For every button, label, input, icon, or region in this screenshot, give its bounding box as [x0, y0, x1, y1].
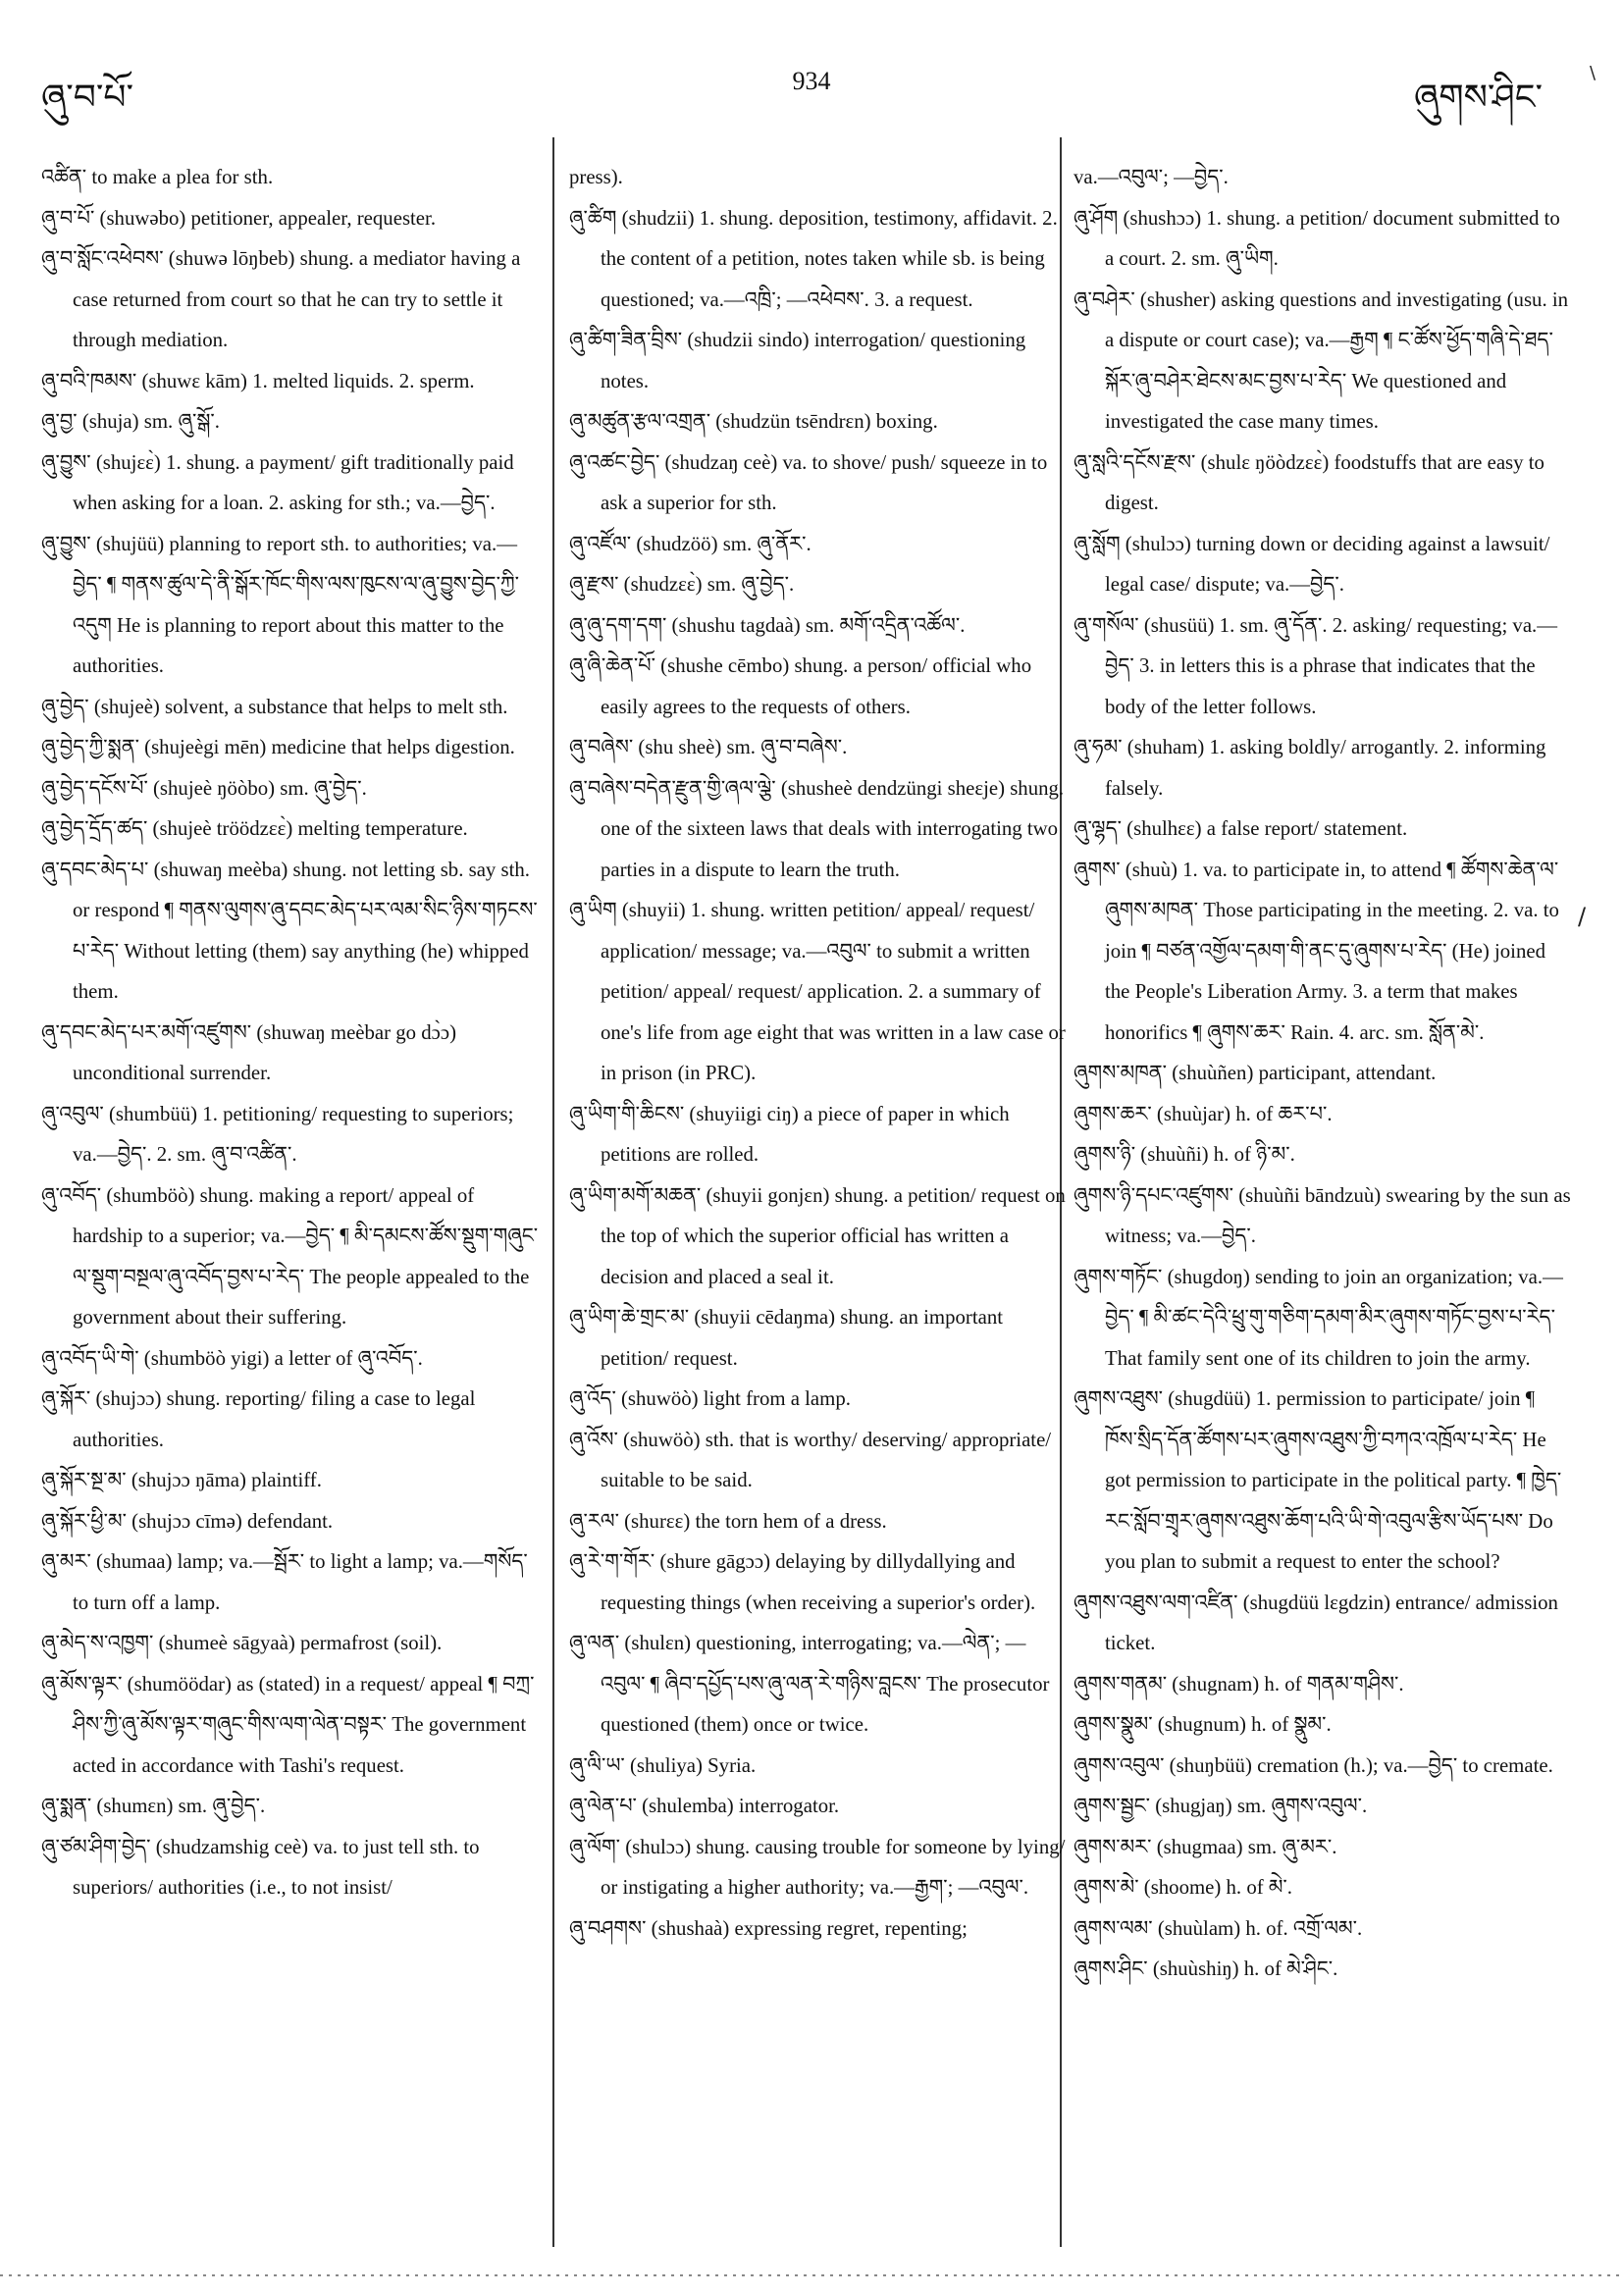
running-head-left: ཞུ་བ་པོ་	[41, 78, 134, 118]
dictionary-entry: ཞུ་ཧམ་ (shuham) 1. asking boldly/ arrogantly. 2. informing falsely.	[1073, 736, 1546, 800]
dictionary-entry: ཞུ་ལན་ (shulɛn) questioning, interrogating; va.—ལེན་; —འབུལ་ ¶ ཞིབ་དཔྱོད་པས་ཞུ་ལན་རེ་གཉིས་བླངས་ The prosecutor questioned (them) once or twice.	[569, 1632, 1050, 1736]
dictionary-entry: ཞུ་མར་ (shumaa) lamp; va.—སྦོར་ to light a lamp; va.—གསོད་ to turn off a lamp.	[41, 1550, 528, 1614]
dictionary-entry: ཞུ་སྐོར་ (shujɔɔ) shung. reporting/ filing a case to legal authorities.	[41, 1387, 476, 1451]
dictionary-entry: ཞུགས་གནམ་ (shugnam) h. of གནམ་གཤིས་.	[1073, 1672, 1404, 1696]
dictionary-entry: ཞུ་འབོད་ཡི་གེ་ (shumböò yigi) a letter of ཞུ་འབོད་.	[41, 1346, 423, 1370]
dictionary-entry: ཞུ་དབང་མེད་པ་ (shuwaŋ meèba) shung. not letting sb. say sth. or respond ¶ གནས་ལུགས་ཞུ་དབང་མེད་པར་ལམ་སིང་ཉིས་གཏངས་པ་རེད་ Without letting (them) say anything (he) whipped them.	[41, 858, 538, 1003]
dictionary-column-2	[569, 157, 1068, 2237]
dictionary-entry: ཞུ་བཤགས་ (shushaà) expressing regret, repenting;	[569, 1916, 968, 1940]
dictionary-entry: ཞུ་འོས་ (shuwöò) sth. that is worthy/ deserving/ appropriate/ suitable to be said.	[569, 1428, 1052, 1491]
dictionary-entry: ཞུ་བའི་ཁམས་ (shuwɛ kām) 1. melted liquids. 2. sperm.	[41, 369, 475, 392]
dictionary-entry: ཞུ་མཚུན་རྩལ་འགྲན་ (shudzün tsēndrɛn) boxing.	[569, 410, 938, 433]
dictionary-entry: ཞུགས་མཁན་ (shuùñen) participant, attendant.	[1073, 1062, 1437, 1084]
dictionary-entry: ཞུགས་ (shuù) 1. va. to participate in, to attend ¶ ཚོགས་ཆེན་ལ་ཞུགས་མཁན་ Those participating in the meeting. 2. va. to join ¶ བཙན་འགྱོལ་དམག་གི་ནང་དུ་ཞུགས་པ་རེད་ (He) joined the People's Liberation Army. 3. a term that makes honorifics ¶ ཞུགས་ཆར་ Rain. 4. arc. sm. སློན་མེ་.	[1073, 858, 1559, 1044]
dictionary-entry: ཞུ་ཡིག (shuyii) 1. shung. written petition/ appeal/ request/ application/ message; va.—འབུལ་ to submit a written petition/ appeal/ request/ application. 2. a summary of one's life from age eight that was written in a law case or in prison (in PRC).	[569, 899, 1066, 1084]
dictionary-entry: ཞུ་ལོག་ (shulɔɔ) shung. causing trouble for someone by lying/ or instigating a higher authority; va.—རྒྱག་; —འབུལ་.	[569, 1835, 1066, 1899]
dictionary-entry: ཞུ་བྱུས་ (shujɛɛ̀) 1. shung. a payment/ gift traditionally paid when asking for a loan. 2. asking for sth.; va.—བྱེད་.	[41, 450, 514, 514]
dictionary-entry: va.—འབུལ་; —བྱེད་.	[1073, 166, 1229, 188]
dictionary-entry: ཞུགས་འབུལ་ (shuŋbüü) cremation (h.); va.—བྱེད་ to cremate.	[1073, 1753, 1553, 1777]
dictionary-entry: ཞུ་རལ་ (shurɛɛ) the torn hem of a dress.	[569, 1509, 887, 1533]
dictionary-entry: ཞུ་ཡིག་ཆེ་གྲང་མ་ (shuyii cēdaŋma) shung. an important petition/ request.	[569, 1306, 1004, 1370]
dictionary-entry: ཞུགས་མར་ (shugmaa) sm. ཞུ་མར་.	[1073, 1835, 1337, 1858]
dictionary-entry: ཞུ་འབོད་ (shumböò) shung. making a report/ appeal of hardship to a superior; va.—བྱེད་ ¶ མི་དམངས་ཚོས་སྡུག་གཞུང་ལ་སྡུག་བསྔལ་ཞུ་འབོད་བྱས་པ་རེད་ The people appealed to the government about their suffering.	[41, 1183, 539, 1329]
dictionary-entry: ཞུ་ཞུ་དག་དག་ (shushu tagdaà) sm. མགོ་འདྲིན་འཚོལ་.	[569, 613, 966, 637]
dictionary-entry: ཞུ་སྐོར་སྔ་མ་ (shujɔɔ ŋāma) plaintiff.	[41, 1469, 322, 1491]
dictionary-entry: ཞུགས་ལམ་ (shuùlam) h. of. འགྲོ་ལམ་.	[1073, 1916, 1363, 1940]
dictionary-entry: ཞུ་ཡིག་གི་ཆིངས་ (shuyiigi ciŋ) a piece of paper in which petitions are rolled.	[569, 1102, 1010, 1166]
dictionary-column-1	[41, 157, 540, 2237]
dictionary-entry: ཞུ་གསོལ་ (shusüü) 1. sm. ཞུ་དོན་. 2. asking/ requesting; va.—བྱེད་ 3. in letters this is a phrase that indicates that the body of the letter follows.	[1073, 613, 1558, 718]
dictionary-entry: ཞུགས་འཐུས་ (shugdüü) 1. permission to participate/ join ¶ ཁོས་སྲིད་དོན་ཚོགས་པར་ཞུགས་འཐུས་ཀྱི་བཀའ་འཁྲོལ་པ་རེད་ He got permission to participate in the political party. ¶ ཁྱེད་རང་སློབ་གྲྭར་ཞུགས་འཐུས་ཆོག་པའི་ཡི་གེ་འབུལ་རྩིས་ཡོད་པས་ Do you plan to submit a request to enter the school?	[1073, 1387, 1562, 1573]
dictionary-entry: ཞུགས་སྦྱང་ (shugjaŋ) sm. ཞུགས་འབུལ་.	[1073, 1795, 1368, 1817]
dictionary-entry: ཞུ་བཤེར་ (shusher) asking questions and investigating (usu. in a dispute or court case); va.—རྒྱག ¶ ང་ཚོས་ཕྱོད་གཞི་དེ་ཐད་སྐོར་ཞུ་བཤེར་ཐེངས་མང་བྱས་པ་རེད་ We questioned and investigated the case many times.	[1073, 287, 1569, 433]
dictionary-entry: ཞུ་ཤོག (shushɔɔ) 1. shung. a petition/ document submitted to a court. 2. sm. ཞུ་ཡིག.	[1073, 206, 1560, 270]
dictionary-entry: ཞུ་སྨན་ (shumɛn) sm. ཞུ་བྱེད་.	[41, 1795, 266, 1817]
dictionary-entry: ཞུ་ཚིག (shudzii) 1. shung. deposition, testimony, affidavit. 2. the content of a petition, notes taken while sb. is being questioned; va.—འཁྲི་; —འཕེབས་. 3. a request.	[569, 206, 1058, 311]
dictionary-entry: ཞུ་བྱེད་ཀྱི་སྨན་ (shujeègi mēn) medicine that helps digestion.	[41, 736, 515, 758]
dictionary-entry: ཞུ་དབང་མེད་པར་མགོ་འཛུགས་ (shuwaŋ meèbar go dɔ̀ɔ) unconditional surrender.	[41, 1020, 457, 1084]
dictionary-entry: ཞུ་བ་པོ་ (shuwəbo) petitioner, appealer, requester.	[41, 206, 437, 230]
dictionary-entry: ཞུ་བ་སློང་འཕེབས་ (shuwə lōŋbeb) shung. a mediator having a case returned from court so that he can try to settle it through mediation.	[41, 247, 521, 351]
dictionary-entry: ཞུ་སློག (shulɔɔ) turning down or deciding against a lawsuit/ legal case/ dispute; va.—བྱེད་.	[1073, 532, 1550, 596]
dictionary-entry: ཞུགས་འཐུས་ལག་འཛིན་ (shugdüü lɛgdzin) entrance/ admission ticket.	[1073, 1591, 1558, 1654]
dictionary-entry: ཞུགས་མེ་ (shoome) h. of མེ་.	[1073, 1876, 1293, 1899]
dictionary-entry: ཞུ་རེ་ག་གོར་ (shure gāgɔɔ) delaying by dillydallying and requesting things (when receiving a superior's order).	[569, 1550, 1036, 1614]
dictionary-entry: ཞུ་འཛོལ་ (shudzöö) sm. ཞུ་ནོར་.	[569, 532, 812, 555]
dictionary-entry: ཞུ་འབུལ་ (shumbüü) 1. petitioning/ requesting to superiors; va.—བྱེད་. 2. sm. ཞུ་བ་འཚིན་.	[41, 1102, 514, 1166]
dictionary-entry: ཞུ་བཞེས་ (shu sheè) sm. ཞུ་བ་བཞེས་.	[569, 736, 848, 758]
scan-edge-noise	[0, 2274, 1623, 2276]
dictionary-entry: ཞུགས་ཤིང་ (shuùshiŋ) h. of མེ་ཤིང་.	[1073, 1957, 1338, 1980]
dictionary-entry: ཞུ་འོད་ (shuwöò) light from a lamp.	[569, 1387, 851, 1410]
dictionary-entry: ཞུགས་ཆར་ (shuùjar) h. of ཆར་པ་.	[1073, 1102, 1333, 1125]
dictionary-entry: ཞུ་རྫས་ (shudzɛɛ̀) sm. ཞུ་བྱེད་.	[569, 573, 795, 596]
dictionary-entry: ཞུ་ཞི་ཆེན་པོ་ (shushe cēmbo) shung. a person/ official who easily agrees to the requests of others.	[569, 654, 1032, 718]
dictionary-entry: འཚིན་ to make a plea for sth.	[41, 166, 274, 188]
dictionary-entry: ཞུ་སླའི་དངོས་རྫས་ (shulɛ ŋöòdzɛɛ̀) foodstuffs that are easy to digest.	[1073, 450, 1544, 514]
dictionary-entry: ཞུ་སྐོར་ཕྱི་མ་ (shujɔɔ cīmə) defendant.	[41, 1509, 334, 1533]
dictionary-entry: ཞུ་བྱེད་དངོས་པོ་ (shujeè ŋöòbo) sm. ཞུ་བྱེད་.	[41, 776, 367, 800]
page-number: 934	[792, 67, 831, 95]
dictionary-entry: ཞུ་འཚང་བྱེད་ (shudzaŋ ceè) va. to shove/ push/ squeeze in to ask a superior for sth.	[569, 450, 1048, 514]
dictionary-entry: ཞུ་བྱེད་ (shujeè) solvent, a substance that helps to melt sth.	[41, 695, 508, 718]
dictionary-entry: ཞུ་ཡིག་མགོ་མཆན་ (shuyii gonjɛn) shung. a petition/ request on the top of which the superior official has written a decision and placed a seal it.	[569, 1183, 1066, 1288]
dictionary-entry: ཞུགས་གཏོང་ (shugdoŋ) sending to join an organization; va.—བྱེད་ ¶ མི་ཚང་དེའི་ཕྲུ་གུ་གཅིག་དམག་མིར་ཞུགས་གཏོང་བྱས་པ་རེད་ That family sent one of its children to join the army.	[1073, 1265, 1563, 1370]
margin-tick-mark: \	[1590, 63, 1597, 83]
dictionary-entry: ཞུ་ཙམ་ཤིག་བྱེད་ (shudzamshig ceè) va. to just tell sth. to superiors/ authorities (i.e., to not insist/	[41, 1835, 480, 1899]
dictionary-entry: ཞུ་ལྷད་ (shulhɛɛ) a false report/ statement.	[1073, 817, 1408, 840]
dictionary-entry: ཞུ་བཞེས་བདེན་རྫུན་གྱི་ཞལ་ལྕེ་ (shusheè dendzüngi sheɛje) shung. one of the sixteen laws that deals with interrogating two parties in a dispute to learn the truth.	[569, 776, 1065, 881]
running-head-right: ཞུགས་ཤིང་	[1414, 78, 1543, 118]
dictionary-entry: ཞུ་བྱེད་དྲོད་ཚད་ (shujeè tröödzɛɛ̀) melting temperature.	[41, 817, 468, 840]
dictionary-entry: ཞུགས་ཉི་ (shuùñi) h. of ཉི་མ་.	[1073, 1143, 1295, 1166]
dictionary-entry: ཞུ་ལེན་པ་ (shulemba) interrogator.	[569, 1795, 840, 1817]
column-divider	[552, 137, 554, 2247]
dictionary-entry: ཞུ་ལི་ཡ་ (shuliya) Syria.	[569, 1753, 757, 1777]
dictionary-entry: ཞུ་བྱུས་ (shujüü) planning to report sth. to authorities; va.—བྱེད་ ¶ གནས་ཚུལ་དེ་ནི་སྒོར་ཁོང་གིས་ལས་ཁུངས་ལ་ཞུ་བྱུས་བྱེད་ཀྱི་འདུག He is planning to report about this matter to the authorities.	[41, 532, 519, 677]
dictionary-entry: ཞུ་མེད་ས་འཁྱག་ (shumeè sāgyaà) permafrost (soil).	[41, 1632, 443, 1654]
dictionary-column-3	[1073, 157, 1572, 2237]
dictionary-entry: ཞུ་བྱ་ (shuja) sm. ཞུ་སྒོ་.	[41, 410, 220, 433]
dictionary-entry: ཞུགས་ཉི་དཔང་འཛུགས་ (shuùñi bāndzuù) swearing by the sun as witness; va.—བྱེད་.	[1073, 1183, 1571, 1247]
dictionary-entry: press).	[569, 166, 623, 188]
dictionary-entry: ཞུ་མོས་ལྟར་ (shumöödar) as (stated) in a request/ appeal ¶ བཀྲ་ཤིས་ཀྱི་ཞུ་མོས་ལྟར་གཞུང་གིས་ལག་ལེན་བསྟར་ The government acted in accordance with Tashi's request.	[41, 1672, 535, 1777]
dictionary-entry: ཞུ་ཚིག་ཟིན་བྲིས་ (shudzii sindo) interrogation/ questioning notes.	[569, 329, 1026, 392]
margin-slash-mark: /	[1578, 903, 1587, 930]
dictionary-entry: ཞུགས་སྣུམ་ (shugnum) h. of སྣུམ་.	[1073, 1713, 1332, 1736]
